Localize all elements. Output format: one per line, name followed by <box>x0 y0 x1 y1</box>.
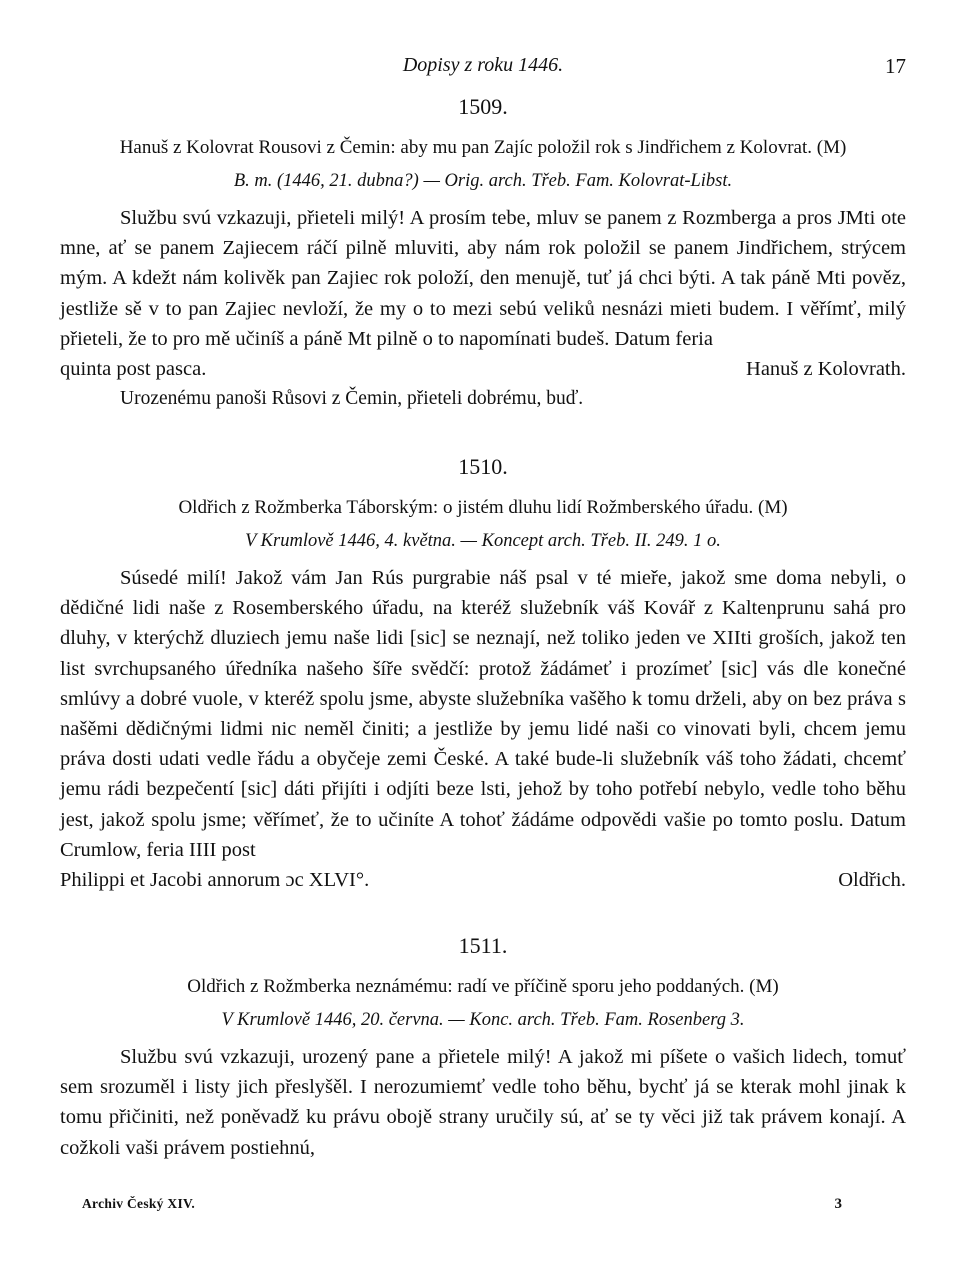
letter-body: Súsedé milí! Jakož vám Jan Rús purgrabie náš psal v té mieře, jakož sme doma nebyli, o dědičné lidi naše z Rosemberského úřadu, na kteréž služebník váš Kovář z Kaltenprunu sahá pro dluhy, v kterýchž dluziech jemu naše lidi [sic] se neznají, než toliko jeden ve XIIti groších, jakož ten list svrchupsaného úředníka našeho šíře svědčí: protož žádámeť i prozímeť [sic] vás dle konečné smlúvy a dobré vuole, v kteréž spolu jsme, abyste služebníka vašěho k tomu drželi, aby on bez práva s našěmi dědičnými lidmi nic neměl činiti; a jestliže by jemu lidé naši co vinovati byli, chcem jemu práva dosti udati vedle řádu a obyčeje zemi České. A také bude-li služebník váš toho žádati, chcemť jemu rádi bezpečentí [sic] dáti přijíti i odjíti beze lsti, jehož by toho potřebí nebylo, vedle toho běhu jest, jakož spolu jsme; věřímeť, že to učiníte A tohoť žádáme odpovědi vašie po tomto poslu. Datum Crumlow, feria IIII post <box>60 567 906 861</box>
letter-entry-1510 <box>60 454 906 895</box>
entry-summary: Oldřich z Rožmberka neznámému: radí ve příčině sporu jeho poddaných. (M) <box>187 976 779 998</box>
entry-number: 1509. <box>458 94 508 119</box>
closing-line <box>60 354 906 384</box>
page-number: 17 <box>885 54 906 78</box>
entry-source: B. m. (1446, 21. dubna?) — Orig. arch. Třeb. Fam. Kolovrat-Libst. <box>233 171 733 191</box>
volume-signature: Archiv Český XIV. <box>82 1196 195 1211</box>
letter-entry-1509 <box>60 94 906 414</box>
letter-entry-1511 <box>60 933 906 1163</box>
entry-number: 1511. <box>458 933 508 959</box>
letter-body: Službu svú vzkazuji, urozený pane a přietele milý! A jakož mi píšete o vašich lidech, tomuť sem srozuměl i listy jich přeslyšěl. I nerozumiemť vedle toho běhu, bychť já se kterak mohl jinak k tomu přičiniti, než poněvadž ku právu obojě strany uručily sú, ať se ty věci již tak právem konají. A cožkoli vaši právem postiehnú, <box>60 1046 906 1159</box>
sheet-signature: 3 <box>834 1196 842 1212</box>
letter-body: Službu svú vzkazuji, přieteli milý! A prosím tebe, mluv se panem z Rozmberga a pros JMti ote mne, ať se panem Zajiecem ráčí pilně mluviti, aby nám rok položil se panem Jindřichem, strýcem mým. A kdežt nám kolivěk pan Zajiec rok položí, den menujě, tuť já chci býti. A tak páně Mti pověz, jestliže sě v to pan Zajiec nevloží, že my o to mezi sebú veliků nesnázi mieti budem. I věřímť, milý přieteli, že to pro mě učiníš a páně Mt pilně o to napomínati budeš. Datum feria <box>60 207 906 350</box>
entry-source: V Krumlově 1446, 4. května. — Koncept arch. Třeb. II. 249. 1 o. <box>245 531 721 552</box>
signature: Hanuš z Kolovrath. <box>746 358 906 381</box>
letter-address: Urozenému panoši Růsovi z Čemin, přieteli dobrému, buď. <box>120 388 584 410</box>
entry-summary: Oldřich z Rožmberka Táborským: o jistém dluhu lidí Rožmberského úřadu. (M) <box>178 497 788 519</box>
entry-number: 1510. <box>458 454 508 480</box>
entry-summary: Hanuš z Kolovrat Rousovi z Čemin: aby mu pan Zajíc položil rok s Jindřichem z Kolovrat. (M) <box>119 137 847 158</box>
page <box>60 48 906 1163</box>
page-footer <box>60 1196 906 1220</box>
date-closing: quinta post pasca. <box>60 358 207 381</box>
signature: Oldřich. <box>838 869 906 892</box>
closing-line <box>60 865 906 895</box>
date-closing: Philippi et Jacobi annorum ɔc XLVI°. <box>60 869 370 892</box>
entry-source: V Krumlově 1446, 20. června. — Konc. arch. Třeb. Fam. Rosenberg 3. <box>221 1010 745 1031</box>
running-header <box>60 48 906 82</box>
running-title: Dopisy z roku 1446. <box>402 54 564 76</box>
